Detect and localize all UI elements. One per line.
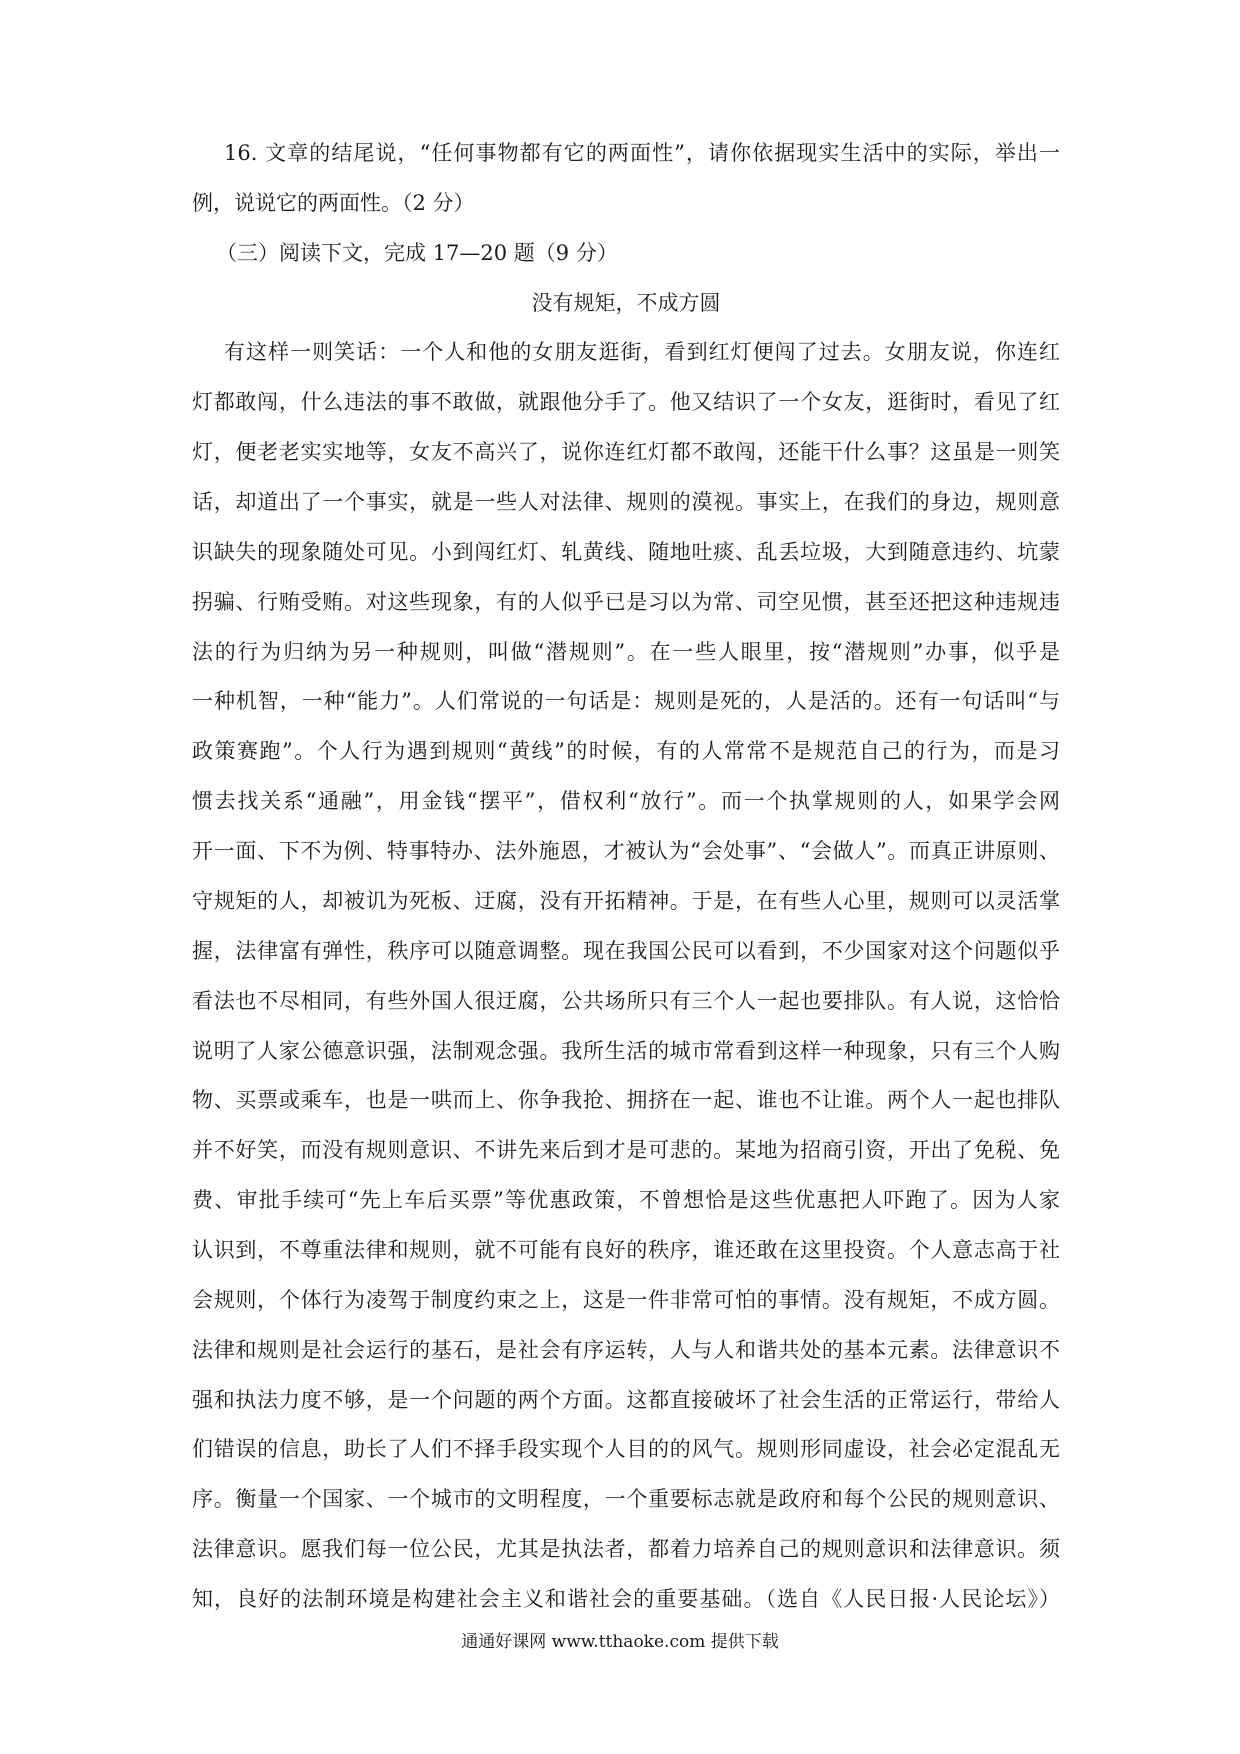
article-line: 强和执法力度不够，是一个问题的两个方面。这都直接破坏了社会生活的正常运行，带给人 — [192, 1388, 1060, 1412]
page-footer: 通通好课网 www.tthaoke.com 提供下载 — [461, 1632, 779, 1652]
article-line: 灯，便老老实实地等，女友不高兴了，说你连红灯都不敢闯，还能干什么事？这虽是一则笑 — [192, 440, 1060, 464]
article-line: 认识到，不尊重法律和规则，就不可能有良好的秩序，谁还敢在这里投资。个人意志高于社 — [192, 1238, 1060, 1262]
article-line: 法律和规则是社会运行的基石，是社会有序运转，人与人和谐共处的基本元素。法律意识不 — [192, 1338, 1060, 1362]
article-line: 知，良好的法制环境是构建社会主义和谐社会的重要基础。（选自《人民日报·人民论坛》） — [192, 1587, 1060, 1611]
article-line: 序。衡量一个国家、一个城市的文明程度，一个重要标志就是政府和每个公民的规则意识、 — [192, 1487, 1060, 1511]
article-line: 话，却道出了一个事实，就是一些人对法律、规则的漠视。事实上，在我们的身边，规则意 — [192, 490, 1060, 514]
article-line: 政策赛跑”。个人行为遇到规则“黄线”的时候，有的人常常不是规范自己的行为，而是习 — [192, 739, 1060, 763]
article-line: 物、买票或乘车，也是一哄而上、你争我抢、拥挤在一起、谁也不让谁。两个人一起也排队 — [192, 1088, 1060, 1112]
article-line: 惯去找关系“通融”，用金钱“摆平”，借权利“放行”。而一个执掌规则的人，如果学会网 — [192, 789, 1060, 813]
article-line: 有这样一则笑话：一个人和他的女朋友逛街，看到红灯便闯了过去。女朋友说，你连红 — [224, 340, 1060, 364]
article-line: 会规则，个体行为凌驾于制度约束之上，这是一件非常可怕的事情。没有规矩，不成方圆。 — [192, 1288, 1060, 1312]
article-line: 法律意识。愿我们每一位公民，尤其是执法者，都着力培养自己的规则意识和法律意识。须 — [192, 1537, 1060, 1561]
article-line: 并不好笑，而没有规则意识、不讲先来后到才是可悲的。某地为招商引资，开出了免税、免 — [192, 1138, 1060, 1162]
article-line: 开一面、下不为例、特事特办、法外施恩，才被认为“会处事”、“会做人”。而真正讲原则、 — [192, 839, 1060, 863]
article-line: 灯都敢闯，什么违法的事不敢做，就跟他分手了。他又结识了一个女友，逛街时，看见了红 — [192, 390, 1060, 414]
section-header: （三）阅读下文，完成 17—20 题（9 分） — [216, 241, 618, 265]
article-title: 没有规矩，不成方圆 — [531, 291, 721, 315]
article-line: 一种机智，一种“能力”。人们常说的一句话是：规则是死的，人是活的。还有一句话叫“与 — [192, 689, 1060, 713]
article-line: 们错误的信息，助长了人们不择手段实现个人目的的风气。规则形同虚设，社会必定混乱无 — [192, 1437, 1060, 1461]
article-line: 费、审批手续可“先上车后买票”等优惠政策，不曾想恰是这些优惠把人吓跑了。因为人家 — [192, 1188, 1060, 1212]
question-16-line-1: 16. 文章的结尾说，“任何事物都有它的两面性”，请你依据现实生活中的实际，举出一 — [224, 141, 1060, 165]
article-line: 握，法律富有弹性，秩序可以随意调整。现在我国公民可以看到，不少国家对这个问题似乎 — [192, 939, 1060, 963]
article-line: 法的行为归纳为另一种规则，叫做“潜规则”。在一些人眼里，按“潜规则”办事，似乎是 — [192, 640, 1060, 664]
article-line: 守规矩的人，却被讥为死板、迂腐，没有开拓精神。于是，在有些人心里，规则可以灵活掌 — [192, 889, 1060, 913]
article-line: 看法也不尽相同，有些外国人很迂腐，公共场所只有三个人一起也要排队。有人说，这恰恰 — [192, 989, 1060, 1013]
article-line: 拐骗、行贿受贿。对这些现象，有的人似乎已是习以为常、司空见惯，甚至还把这种违规违 — [192, 590, 1060, 614]
article-line: 说明了人家公德意识强，法制观念强。我所生活的城市常看到这样一种现象，只有三个人购 — [192, 1039, 1060, 1063]
question-16-line-2: 例，说说它的两面性。（2 分） — [192, 191, 475, 215]
article-line: 识缺失的现象随处可见。小到闯红灯、轧黄线、随地吐痰、乱丢垃圾，大到随意违约、坑蒙 — [192, 540, 1060, 564]
